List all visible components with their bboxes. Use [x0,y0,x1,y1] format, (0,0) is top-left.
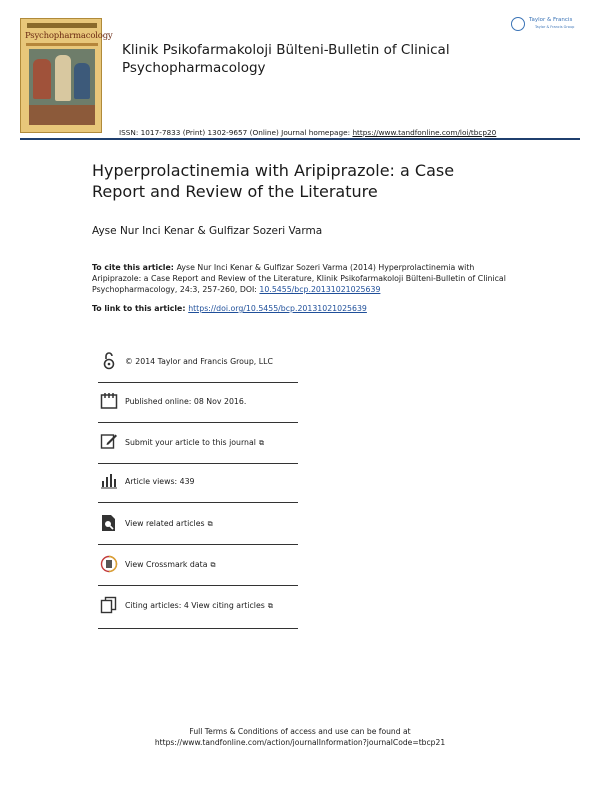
journal-homepage-link[interactable]: https://www.tandfonline.com/loi/tbcp20 [352,128,497,137]
doi-link[interactable]: 10.5455/bcp.20131021025639 [259,285,381,294]
cover-illustration [29,49,95,125]
citing-text[interactable] [125,601,273,611]
footer [0,726,600,748]
journal-cover [20,18,113,133]
cite-label: To cite this article: [92,263,177,272]
article-title: Hyperprolactinemia with Aripiprazole: a Case Report and Review of the Literature [92,161,455,201]
crossmark-label[interactable]: View Crossmark data [125,560,208,569]
crossmark-text[interactable] [125,560,216,570]
logo-line1: Taylor & Francis [529,17,573,23]
related-label[interactable]: View related articles [125,519,205,528]
issn-text: ISSN: 1017-7833 (Print) 1302-9657 (Online) Journal homepage: [119,128,353,137]
footer-line1: Full Terms & Conditions of access and use can be found at [189,727,411,736]
citing-label[interactable]: Citing articles: 4 View citing articles [125,601,265,610]
external-link-icon: ⧉ [210,561,216,569]
submit-label[interactable]: Submit your article to this journal [125,438,256,447]
citing-articles-icon [100,596,118,614]
bar-chart-icon [100,472,118,490]
edit-icon [100,432,118,450]
copyright-text: © 2014 Taylor and Francis Group, LLC [125,357,273,366]
link-label: To link to this article: [92,304,189,313]
copyright-row [98,342,298,383]
cover-band [27,23,97,28]
calendar-icon [100,392,118,410]
header-divider [20,138,580,140]
issn-line [119,128,496,137]
related-row[interactable] [98,504,298,545]
cite-text: Ayse Nur Inci Kenar & Gulfizar Sozeri Varma (2014) Hyperprolactinemia with Aripiprazole: a Case Report and Review of the Literature, Klinik Psikofarmakoloji Bülteni-Bulletin of Clinical Psychopharmacology, 24:3, 257-260, DOI: [92,263,506,294]
publisher-logo[interactable] [511,17,586,33]
published-row [98,382,298,423]
journal-title: Klinik Psikofarmakoloji Bülteni-Bulletin of Clinical Psychopharmacology [122,42,450,76]
citation [92,262,512,295]
article-url-link[interactable]: https://doi.org/10.5455/bcp.20131021025639 [188,304,367,313]
article-authors: Ayse Nur Inci Kenar & Gulfizar Sozeri Varma [92,225,323,237]
footer-terms-link[interactable]: https://www.tandfonline.com/action/journalInformation?journalCode=tbcp21 [154,738,446,747]
views-text: Article views: 439 [125,477,195,486]
external-link-icon: ⧉ [258,439,264,447]
article-link [92,304,367,313]
cover-subtitle-bar [26,43,98,46]
crossmark-icon [100,555,118,573]
logo-circle-icon [511,17,525,31]
views-row [98,462,298,503]
citing-row[interactable] [98,588,298,629]
submit-text[interactable] [125,438,264,448]
external-link-icon: ⧉ [207,520,213,528]
external-link-icon: ⧉ [267,602,273,610]
published-text: Published online: 08 Nov 2016. [125,397,247,406]
crossmark-row[interactable] [98,545,298,586]
related-text[interactable] [125,519,213,529]
cover-title: Psychopharmacology [25,31,113,41]
submit-row[interactable] [98,423,298,464]
open-access-icon [100,352,118,370]
logo-line2: Taylor & Francis Group [535,25,575,29]
search-document-icon [100,514,118,532]
